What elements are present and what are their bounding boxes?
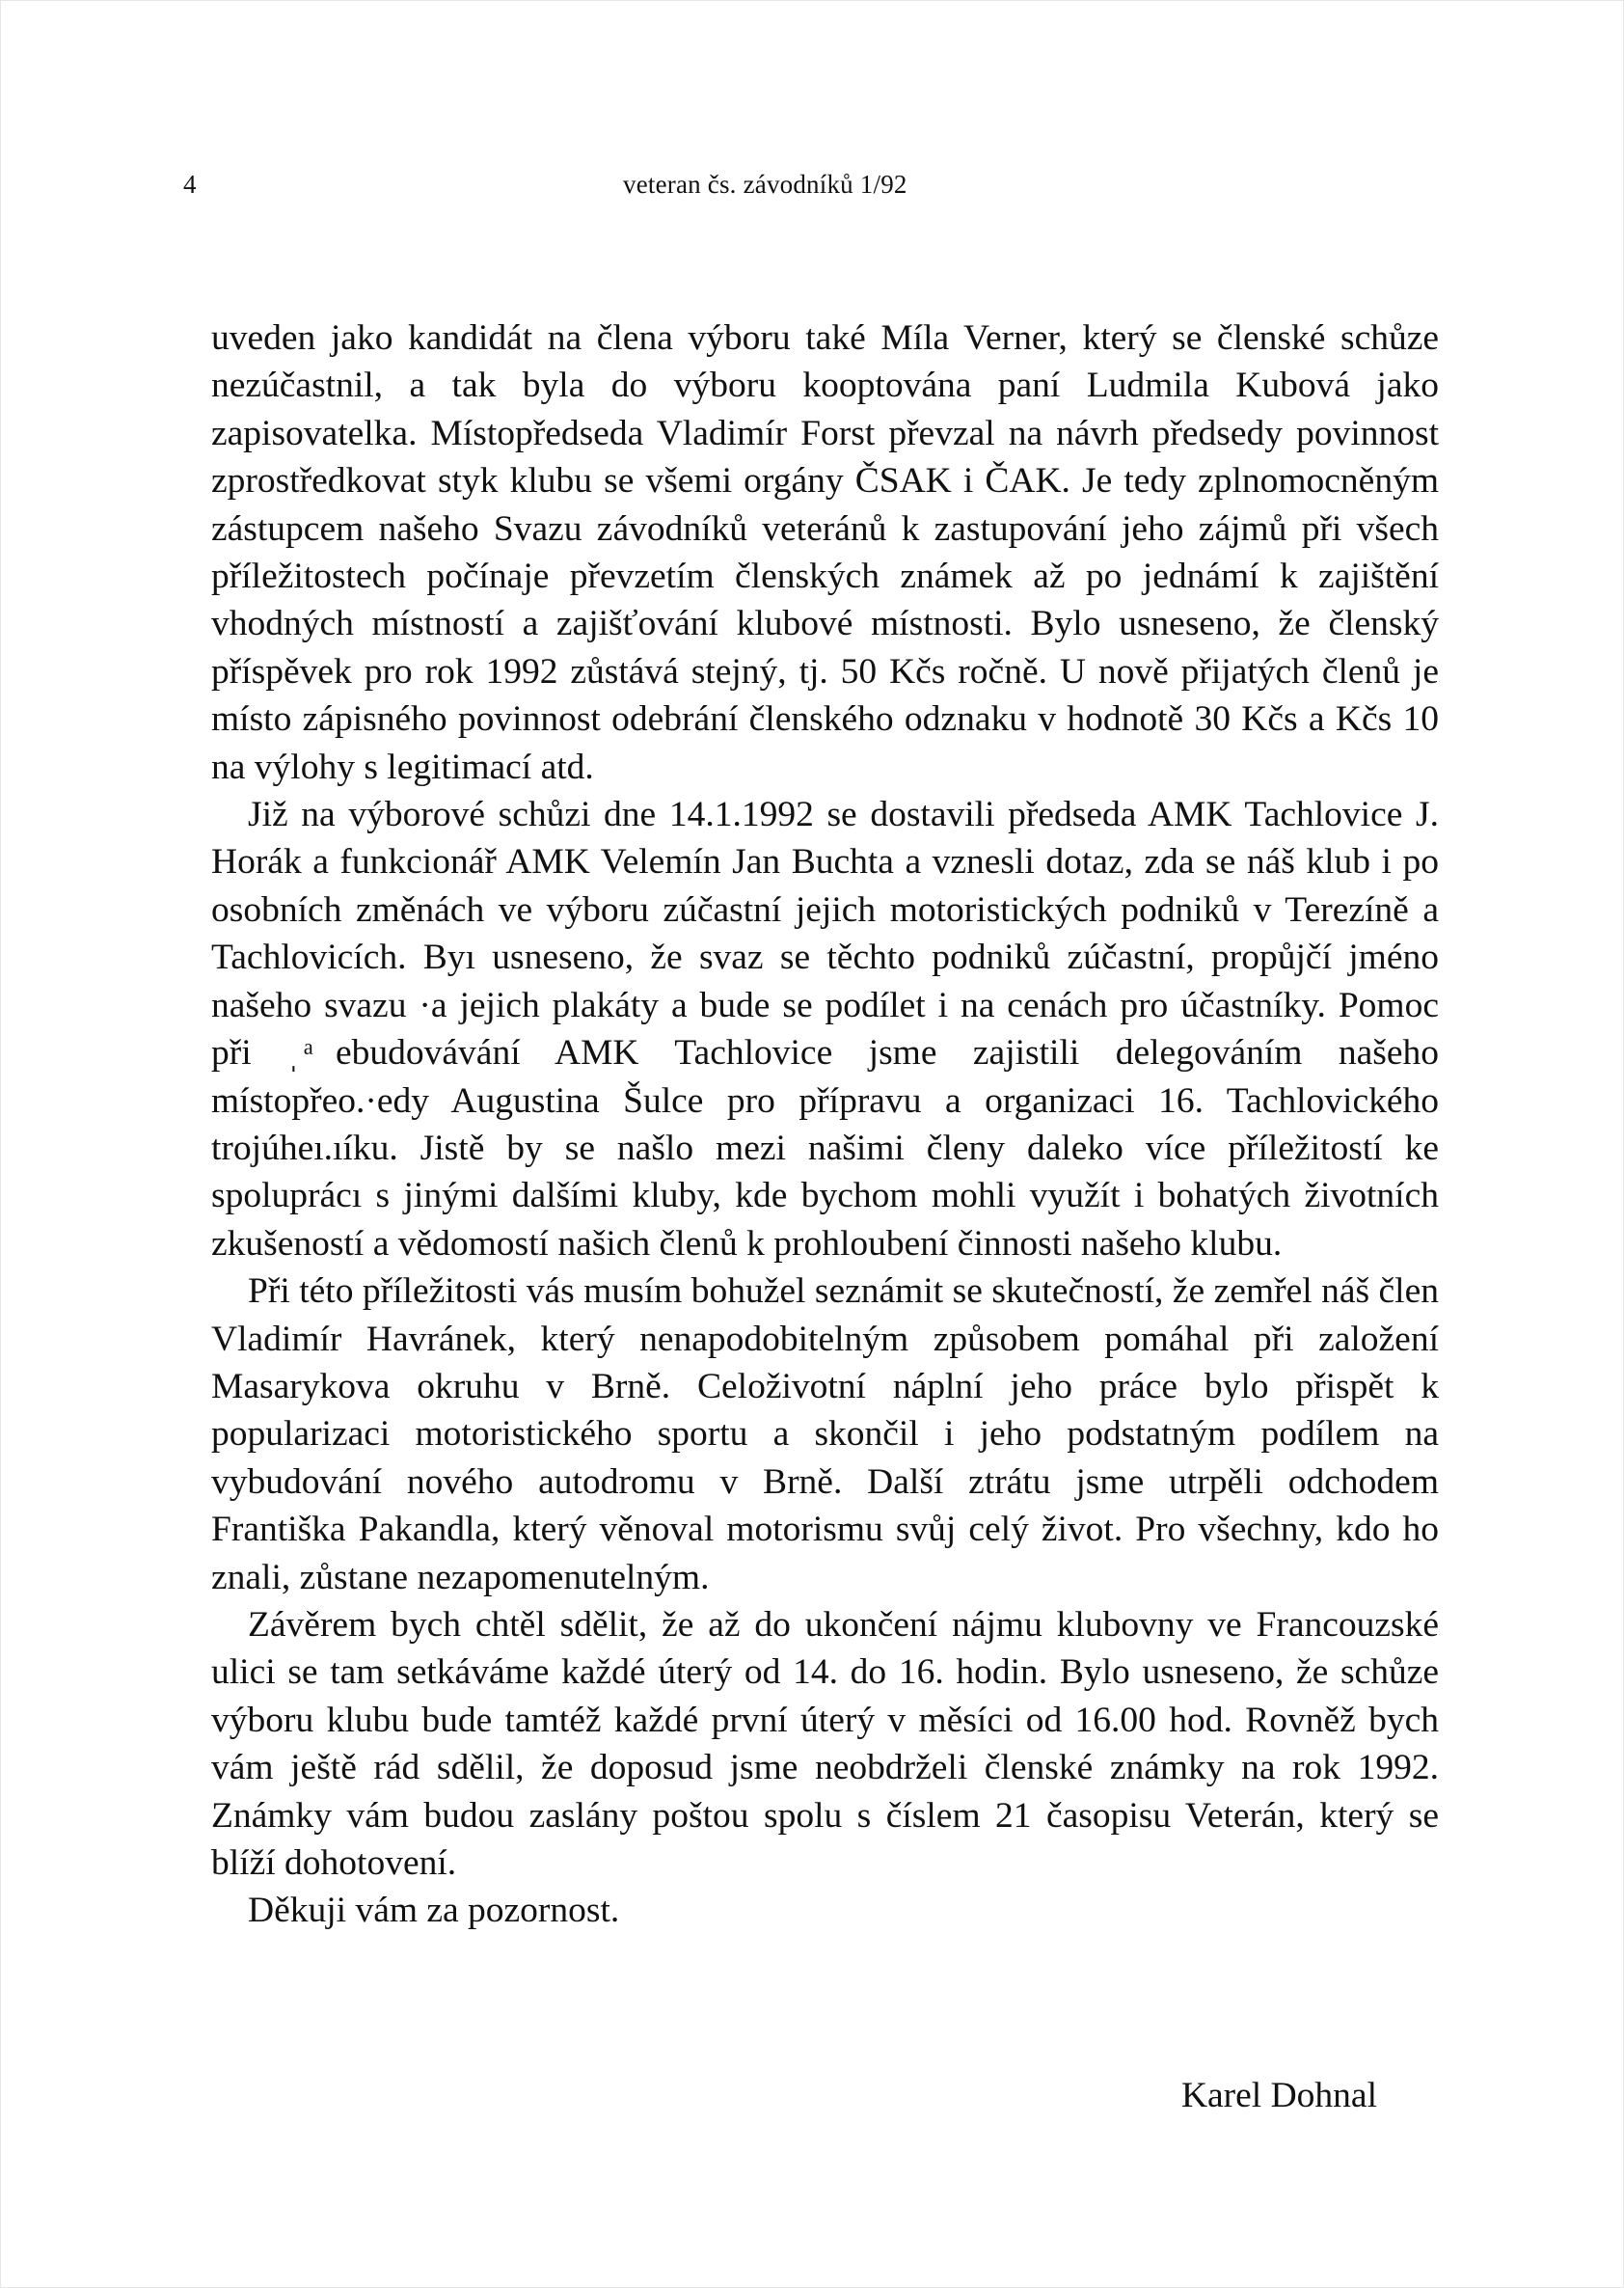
paragraph-club-meetings: Závěrem bych chtěl sdělit, že až do ukončení nájmu klubovny ve Francouzské ulici se tam setkáváme každé úterý od 14. do 16. hodin. Bylo usneseno, že schůze výboru klubu bude tamtéž každé první úterý v měsíci od 16.00 hod. Rovněž bych vám ještě rád sdělil, že doposud jsme neobdrželi členské známky na rok 1992. Známky vám budou zaslány poštou spolu s číslem 21 časopisu Veterán, který se blíží dohotovení. (211, 1604, 1439, 1883)
page-number: 4 (183, 170, 197, 199)
paragraph-amk-tachlovice: Již na výborové schůzi dne 14.1.1992 se dostavili předseda AMK Tachlovice J. Horák a funkcionář AMK Velemín Jan Buchta a vznesli dotaz, zda se náš klub i po osobních změnách ve výboru zúčastní jejich motoristických podniků v Terezíně a Tachlovicích. Byı usneseno, že svaz se těchto podniků zúčastní, propůjčí jméno našeho svazu ·a jejich plakáty a bude se podílet i na cenách pro účastníky. Pomoc při ˌ ͣebudovávání AMK Tachlovice jsme zajistili delegováním našeho místopřeo.·edy Augustina Šulce pro přípravu a organizaci 16. Tachlovického trojúheı.ıíku. Jistě by se našlo mezi našimi členy daleko více příležitostí ke spoluprácı s jinými dalšími kluby, kde bychom mohli využít i bohatých životních zkušeností a vědomostí našich členů k prohloubení činnosti našeho klubu. (211, 795, 1439, 1264)
author-signature: Karel Dohnal (1180, 2076, 1377, 2115)
page-header (0, 170, 1624, 208)
paragraph-committee: uveden jako kandidát na člena výboru také Míla Verner, který se členské schůze nezúčastnil, a tak byla do výboru kooptována paní Ludmila Kubová jako zapisovatelka. Místopředseda Vladimír Forst převzal na návrh předsedy povinnost zprostředkovat styk klubu se všemi orgány ČSAK i ČAK. Je tedy zplnomocněným zástupcem našeho Svazu závodníků veteránů k zastupování jeho zájmů při všech příležitostech počínaje převzetím členských známek až po jednámí k zajištění vhodných místností a zajišťování klubové místnosti. Bylo usneseno, že členský příspěvek pro rok 1992 zůstává stejný, tj. 50 Kčs ročně. U nově přijatých členů je místo zápisného povinnost odebrání členského odznaku v hodnotě 30 Kčs a Kčs 10 na výlohy s legitimací atd. (211, 318, 1439, 787)
paragraph-obituary: Při této příležitosti vás musím bohužel seznámit se skutečností, že zemřel náš člen Vladimír Havránek, který nenapodobitelným způsobem pomáhal při založení Masarykova okruhu v Brně. Celoživotní náplní jeho práce bylo přispět k popularizaci motoristického sportu a skončil i jeho podstatným podílem na vybudování nového autodromu v Brně. Další ztrátu jsme utrpěli odchodem Františka Pakandla, který věnoval motorismu svůj celý život. Pro všechny, kdo ho znali, zůstane nezapomenutelným. (211, 1271, 1439, 1597)
running-title: veteran čs. závodníků 1/92 (623, 170, 907, 199)
article-body (211, 314, 1439, 1935)
paragraph-thanks: Děkuji vám za pozornost. (248, 1891, 620, 1931)
